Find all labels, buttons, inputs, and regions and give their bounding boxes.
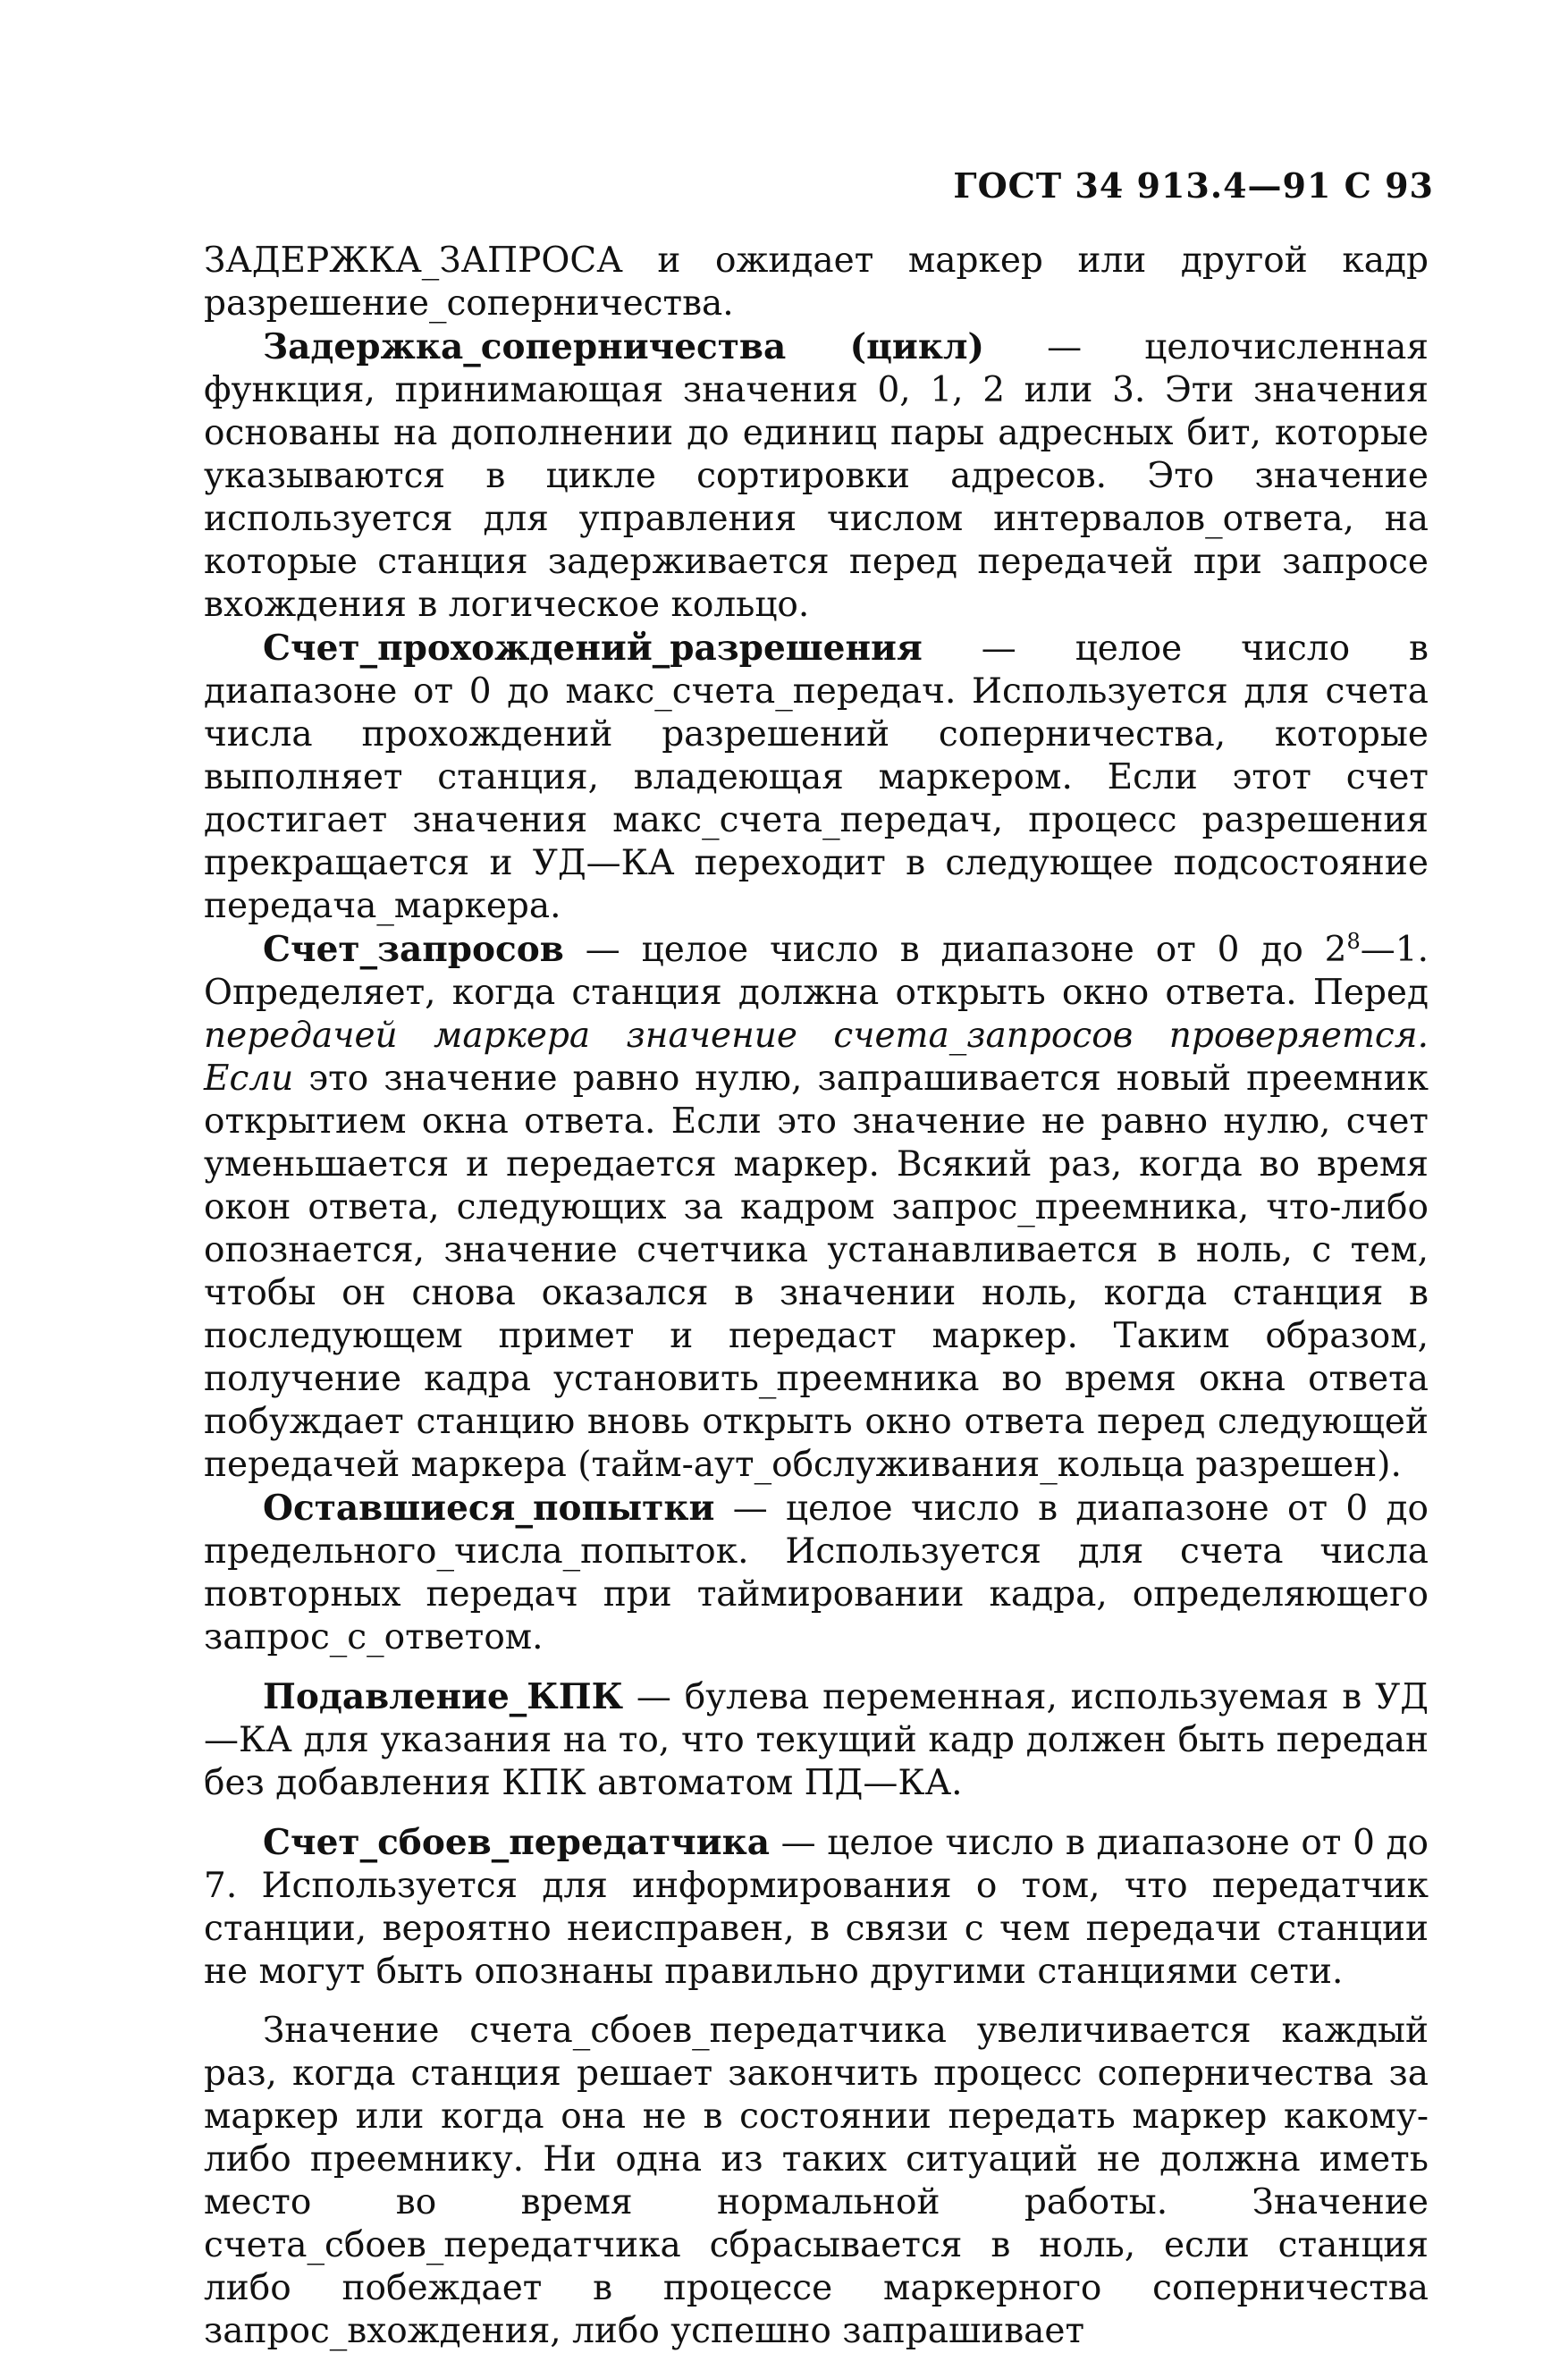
definition-resolution-pass-count <box>204 627 1429 928</box>
italic-text: передачей маркера значение счета_запросов проверяется. Если <box>204 1016 1429 1099</box>
defined-term: Оставшиеся_попытки <box>263 1488 715 1529</box>
paragraph-fault-count-note <box>204 2010 1429 2353</box>
definition-crc-suppression <box>204 1675 1429 1805</box>
definition-text: — целое число в диапазоне от 0 до 2 <box>563 930 1347 970</box>
superscript: 8 <box>1346 929 1361 954</box>
defined-term: Задержка_соперничества (цикл) <box>263 326 984 367</box>
definition-text: — целочисленная функция, принимающая значения 0, 1, 2 или 3. Эти значения основаны на дополнении до единиц пары адресных бит, которые указываются в цикле сортировки адресов. Это значение используется для управления числом интервалов_ответа, на которые станция задерживается перед передачей при запросе вхождения в логическое кольцо. <box>204 327 1429 625</box>
defined-term: Счет_прохождений_разрешения <box>263 628 923 669</box>
definition-text: — целое число в диапазоне от 0 до предельного_числа_попыток. Используется для счета числа повторных передач при таймировании кадра, определяющего запрос_с_ответом. <box>204 1489 1429 1657</box>
page-body <box>204 240 1429 2353</box>
paragraph-continuation <box>204 240 1429 325</box>
definition-text: — целое число в диапазоне от 0 до 7. Используется для информирования о том, что передатчик станции, вероятно неисправен, в связи с чем передачи станции не могут быть опознаны правильно другими станциями сети. <box>204 1823 1429 1992</box>
definition-request-count <box>204 928 1429 1487</box>
definition-text: —1. Определяет, когда станция должна открыть окно ответа. Перед <box>204 930 1429 1013</box>
defined-term: Счет_запросов <box>263 929 564 970</box>
defined-term: Счет_сбоев_передатчика <box>263 1822 771 1863</box>
standard-number: ГОСТ 34 913.4—91 <box>953 165 1332 206</box>
page-number: С 93 <box>1344 165 1434 206</box>
definition-contention-delay <box>204 325 1429 627</box>
definition-text: это значение равно нулю, запрашивается новый преемник открытием окна ответа. Если это значение не равно нулю, счет уменьшается и передается маркер. Всякий раз, когда во время окон ответа, следующих за кадром запрос_преемника, что-либо опознается, значение счетчика устанавливается в ноль, с тем, чтобы он снова оказался в значении ноль, когда станция в последующем примет и передаст маркер. Таким образом, получение кадра установить_преемника во время окна ответа побуждает станцию вновь открыть окно ответа перед следующей передачей маркера (тайм-аут_обслуживания_кольца разрешен). <box>204 1058 1429 1485</box>
page-header <box>953 165 1434 206</box>
definition-transmitter-fault-count <box>204 1821 1429 1994</box>
definition-text: — булева переменная, используемая в УД—КА для указания на то, что текущий кадр должен быть передан без добавления КПК автоматом ПД—КА. <box>204 1677 1429 1803</box>
definition-text: — целое число в диапазоне от 0 до макс_счета_передач. Используется для счета числа прохождений разрешений соперничества, которые выполняет станция, владеющая маркером. Если этот счет достигает значения макс_счета_передач, процесс разрешения прекращается и УД—КА переходит в следующее подсостояние передача_маркера. <box>204 628 1429 926</box>
defined-term: Подавление_КПК <box>263 1676 624 1717</box>
paragraph-text: ЗАДЕРЖКА_ЗАПРОСА и ожидает маркер или другой кадр разрешение_соперничества. <box>204 240 1429 324</box>
definition-remaining-attempts <box>204 1487 1429 1659</box>
paragraph-text: Значение счета_сбоев_передатчика увеличивается каждый раз, когда станция решает закончить процесс соперничества за маркер или когда она не в состоянии передать маркер какому-либо преемнику. Ни одна из таких ситуаций не должна иметь место во время нормальной работы. Значение счета_сбоев_передатчика сбрасывается в ноль, если станция либо побеждает в процессе маркерного соперничества запрос_вхождения, либо успешно запрашивает <box>204 2011 1429 2351</box>
